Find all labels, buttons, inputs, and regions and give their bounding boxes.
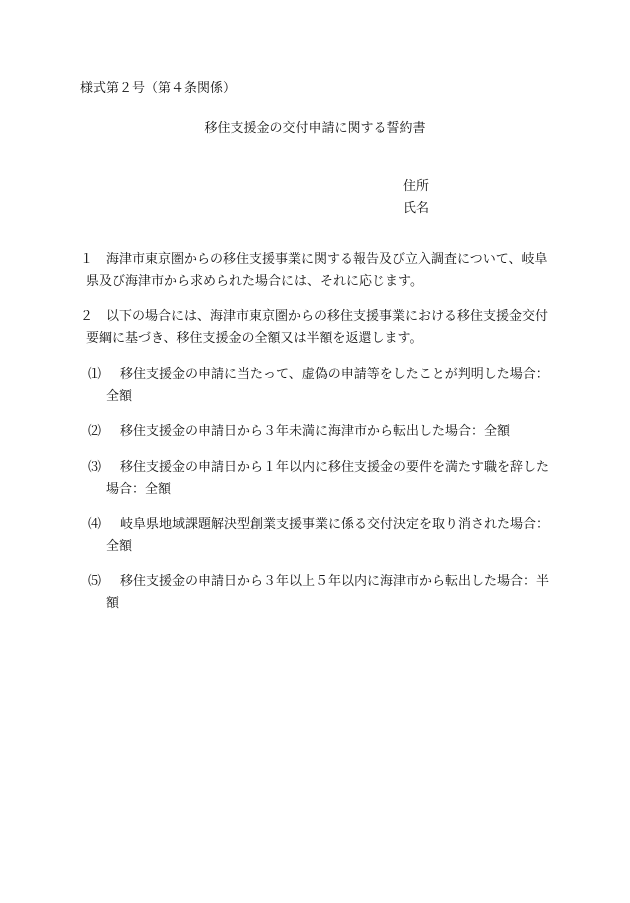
clause-line: 海津市東京圏からの移住支援事業に関する報告及び立入調査について、岐阜 <box>106 252 548 267</box>
subclause-number: ⑴ <box>88 367 102 382</box>
subclause-2 <box>88 421 570 443</box>
subclause-text <box>106 364 570 408</box>
clause-line: 県及び海津市から求められた場合には、それに応じます。 <box>86 274 423 289</box>
subclause-4 <box>88 514 570 558</box>
subclause-text <box>120 421 570 443</box>
subclause-line: 移住支援金の申請日から３年以上５年以内に海津市から転出した場合：半 <box>120 574 550 589</box>
subclause-text <box>106 571 570 615</box>
subclause-line: 額 <box>106 596 120 611</box>
subclause-line: 移住支援金の申請に当たって、虚偽の申請等をしたことが判明した場合： <box>120 367 549 382</box>
form-number: 様式第２号（第４条関係） <box>80 81 237 96</box>
subclause-1 <box>88 364 570 408</box>
address-label: 住所 <box>403 179 430 194</box>
subclause-number: ⑵ <box>88 424 102 439</box>
subclause-text <box>106 457 570 501</box>
clause-line: 以下の場合には、海津市東京圏からの移住支援事業における移住支援金交付 <box>106 309 549 324</box>
subclause-number: ⑶ <box>88 460 102 475</box>
subclause-line: 全額 <box>106 389 133 404</box>
subclause-line: 移住支援金の申請日から１年以内に移住支援金の要件を満たす職を辞した <box>120 460 550 475</box>
signature-block <box>403 176 429 220</box>
clause-line: 要綱に基づき、移住支援金の全額又は半額を返還します。 <box>86 331 423 346</box>
subclause-line: 全額 <box>106 539 133 554</box>
subclause-line: 岐阜県地域課題解決型創業支援事業に係る交付決定を取り消された場合： <box>120 517 550 532</box>
clause-text <box>86 249 570 293</box>
subclause-3 <box>88 457 570 501</box>
clause-2 <box>80 306 570 350</box>
subclause-text <box>106 514 570 558</box>
clause-1 <box>80 249 570 293</box>
subclause-number: ⑷ <box>88 517 102 532</box>
document-title: 移住支援金の交付申請に関する誓約書 <box>204 121 426 136</box>
subclause-5 <box>88 571 570 615</box>
clause-number: ２ <box>80 309 94 324</box>
subclause-line: 移住支援金の申請日から３年未満に海津市から転出した場合：全額 <box>120 424 511 439</box>
subclause-line: 場合：全額 <box>106 482 172 497</box>
name-label: 氏名 <box>403 201 430 216</box>
clause-number: １ <box>80 252 94 267</box>
clause-text <box>86 306 570 350</box>
subclause-number: ⑸ <box>88 574 102 589</box>
